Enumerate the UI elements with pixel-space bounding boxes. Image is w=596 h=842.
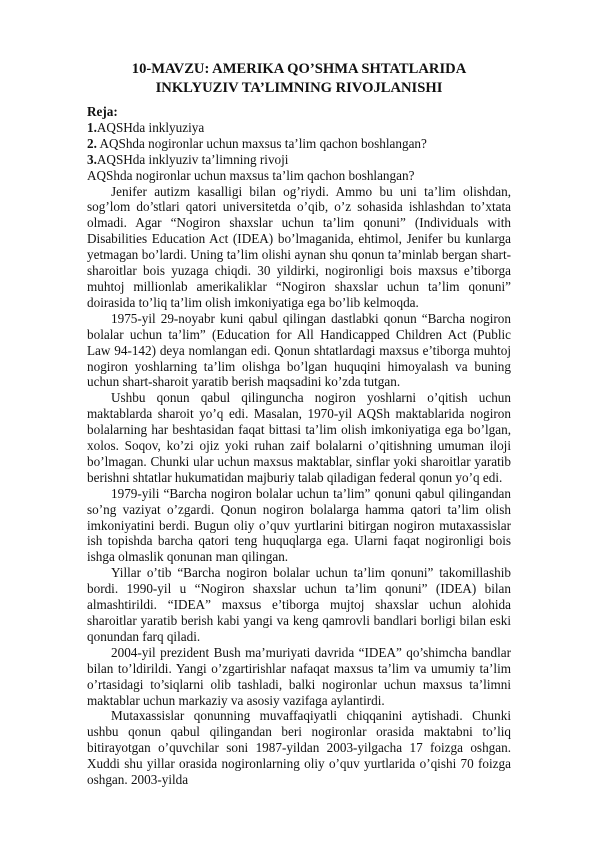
document-page	[87, 60, 511, 788]
plan-item	[87, 136, 511, 152]
plan-item	[87, 120, 511, 136]
title-line-2: INKLYUZIV TA’LIMNING RIVOJLANISHI	[155, 80, 443, 96]
body-paragraph: Ushbu qonun qabul qilinguncha nogiron yoshlarni o’qitish uchun maktablarda sharoit yo’q edi. Masalan, 1970-yil AQSh maktablarida nogiron bolalarning har beshtasidan faqat bittasi ta’lim olish imkoniyatiga ega bo’lgan, xolos. Soqov, ko’zi ojiz yoki ruhan zaif bolalarni o’qitishning umuman iloji bo’lmagan. Chunki ular uchun maxsus maktablar, sinflar yoki sharoitlar yaratib berishni shtatlar hukumatidan majburiy talab qiladigan federal qonun yo’q edi.	[87, 390, 511, 485]
body-paragraph: Yillar o’tib “Barcha nogiron bolalar uchun ta’lim qonuni” takomillashib bordi. 1990-yil u “Nogiron shaxslar uchun ta’lim qonuni” (IDEA) bilan almashtirildi. “IDEA” maxsus e’tiborga mujtoj shaxslar uchun alohida sharoitlar yaratib berish kabi yangi va keng qamrovli bandlari borligi bilan eski qonundan farq qiladi.	[87, 565, 511, 644]
plan-item-number: 3.	[87, 151, 97, 167]
body-paragraph: 1979-yili “Barcha nogiron bolalar uchun ta’lim” qonuni qabul qilingandan so’ng vaziyat o’zgardi. Qonun nogiron bolalarga hamma qatori ta’lim olish imkoniyatini berdi. Bugun oliy o’quv yurtlarini bitirgan nogiron mutaxassislar ish topishda barcha qatori teng huquqlarga ega. Ularni faqat nogironligi bois ishga olmaslik qonunan man qilingan.	[87, 485, 511, 565]
plan-item	[87, 152, 511, 168]
document-title	[87, 60, 511, 98]
plan-item-text: AQSHda inklyuziya	[96, 119, 205, 135]
plan-item-number: 2.	[87, 135, 97, 151]
plan-heading: Reja:	[87, 104, 118, 119]
body-paragraph: 1975-yil 29-noyabr kuni qabul qilingan dastlabki qonun “Barcha nogiron bolalar uchun ta’lim” (Education for All Handicapped Children Act (Public Law 94-142) deya nomlangan edi. Qonun shtatlardagi maxsus e’tiborga muhtoj nogiron yoshlarning ta’lim olishga bo’lgan huquqini himoyalash va buning uchun shart-sharoit yaratib berish maqsadini ko’zda tutgan.	[87, 310, 511, 390]
body-paragraph: Mutaxassislar qonunning muvaffaqiyatli chiqqanini aytishadi. Chunki ushbu qonun qabul qilingandan beri nogironlar orasida maktabni to’liq bitirayotgan o’quvchilar soni 1987-yildan 2003-yilgacha 17 foizga oshgan. Xuddi shu yillar orasida nogironlarning oliy o’quv yurtlarida o’qishi 70 foizga oshgan. 2003-yilda	[87, 708, 511, 788]
section-heading: AQShda nogironlar uchun maxsus ta’lim qachon boshlangan?	[87, 167, 415, 183]
plan-section	[87, 104, 511, 168]
title-line-1: 10-MAVZU: AMERIKA QO’SHMA SHTATLARIDA	[131, 61, 467, 77]
body-paragraph: Jenifer autizm kasalligi bilan og’riydi. Ammo bu uni ta’lim olishdan, sog’lom do’stlari qatori universitetda o’qib, o’z sohasida ishlashdan to’xtata olmadi. Agar “Nogiron shaxslar uchun ta’lim qonuni” (Individuals with Disabilities Education Act (IDEA) bo’lmaganida, ehtimol, Jenifer bu kunlarga yetmagan bo’lardi. Uning ta’lim olishi aynan shu qonun ta’minlab bergan shart-sharoitlar bois yuzaga chiqdi. 30 yildirki, nogironligi bois maxsus e’tiborga muhtoj millionlab amerikaliklar “Nogiron shaxslar uchun ta’lim qonuni” doirasida to’liq ta’lim olish imkoniyatiga ega bo’lib kelmoqda.	[87, 183, 511, 310]
plan-item-text: AQShda nogironlar uchun maxsus ta’lim qachon boshlangan?	[96, 135, 427, 151]
body-paragraph: 2004-yil prezident Bush ma’muriyati davrida “IDEA” qo’shimcha bandlar bilan to’ldirildi. Yangi o’zgartirishlar nafaqat maxsus ta’lim va umumiy ta’lim o’rtasidagi to’siqlarni olib tashladi, balki nogironlar uchun maxsus ta’limni maktablar uchun markaziy va asosiy vazifaga aylantirdi.	[87, 644, 511, 708]
plan-item-number: 1.	[87, 119, 97, 135]
plan-item-text: AQSHda inklyuziv ta’limning rivoji	[96, 151, 289, 167]
